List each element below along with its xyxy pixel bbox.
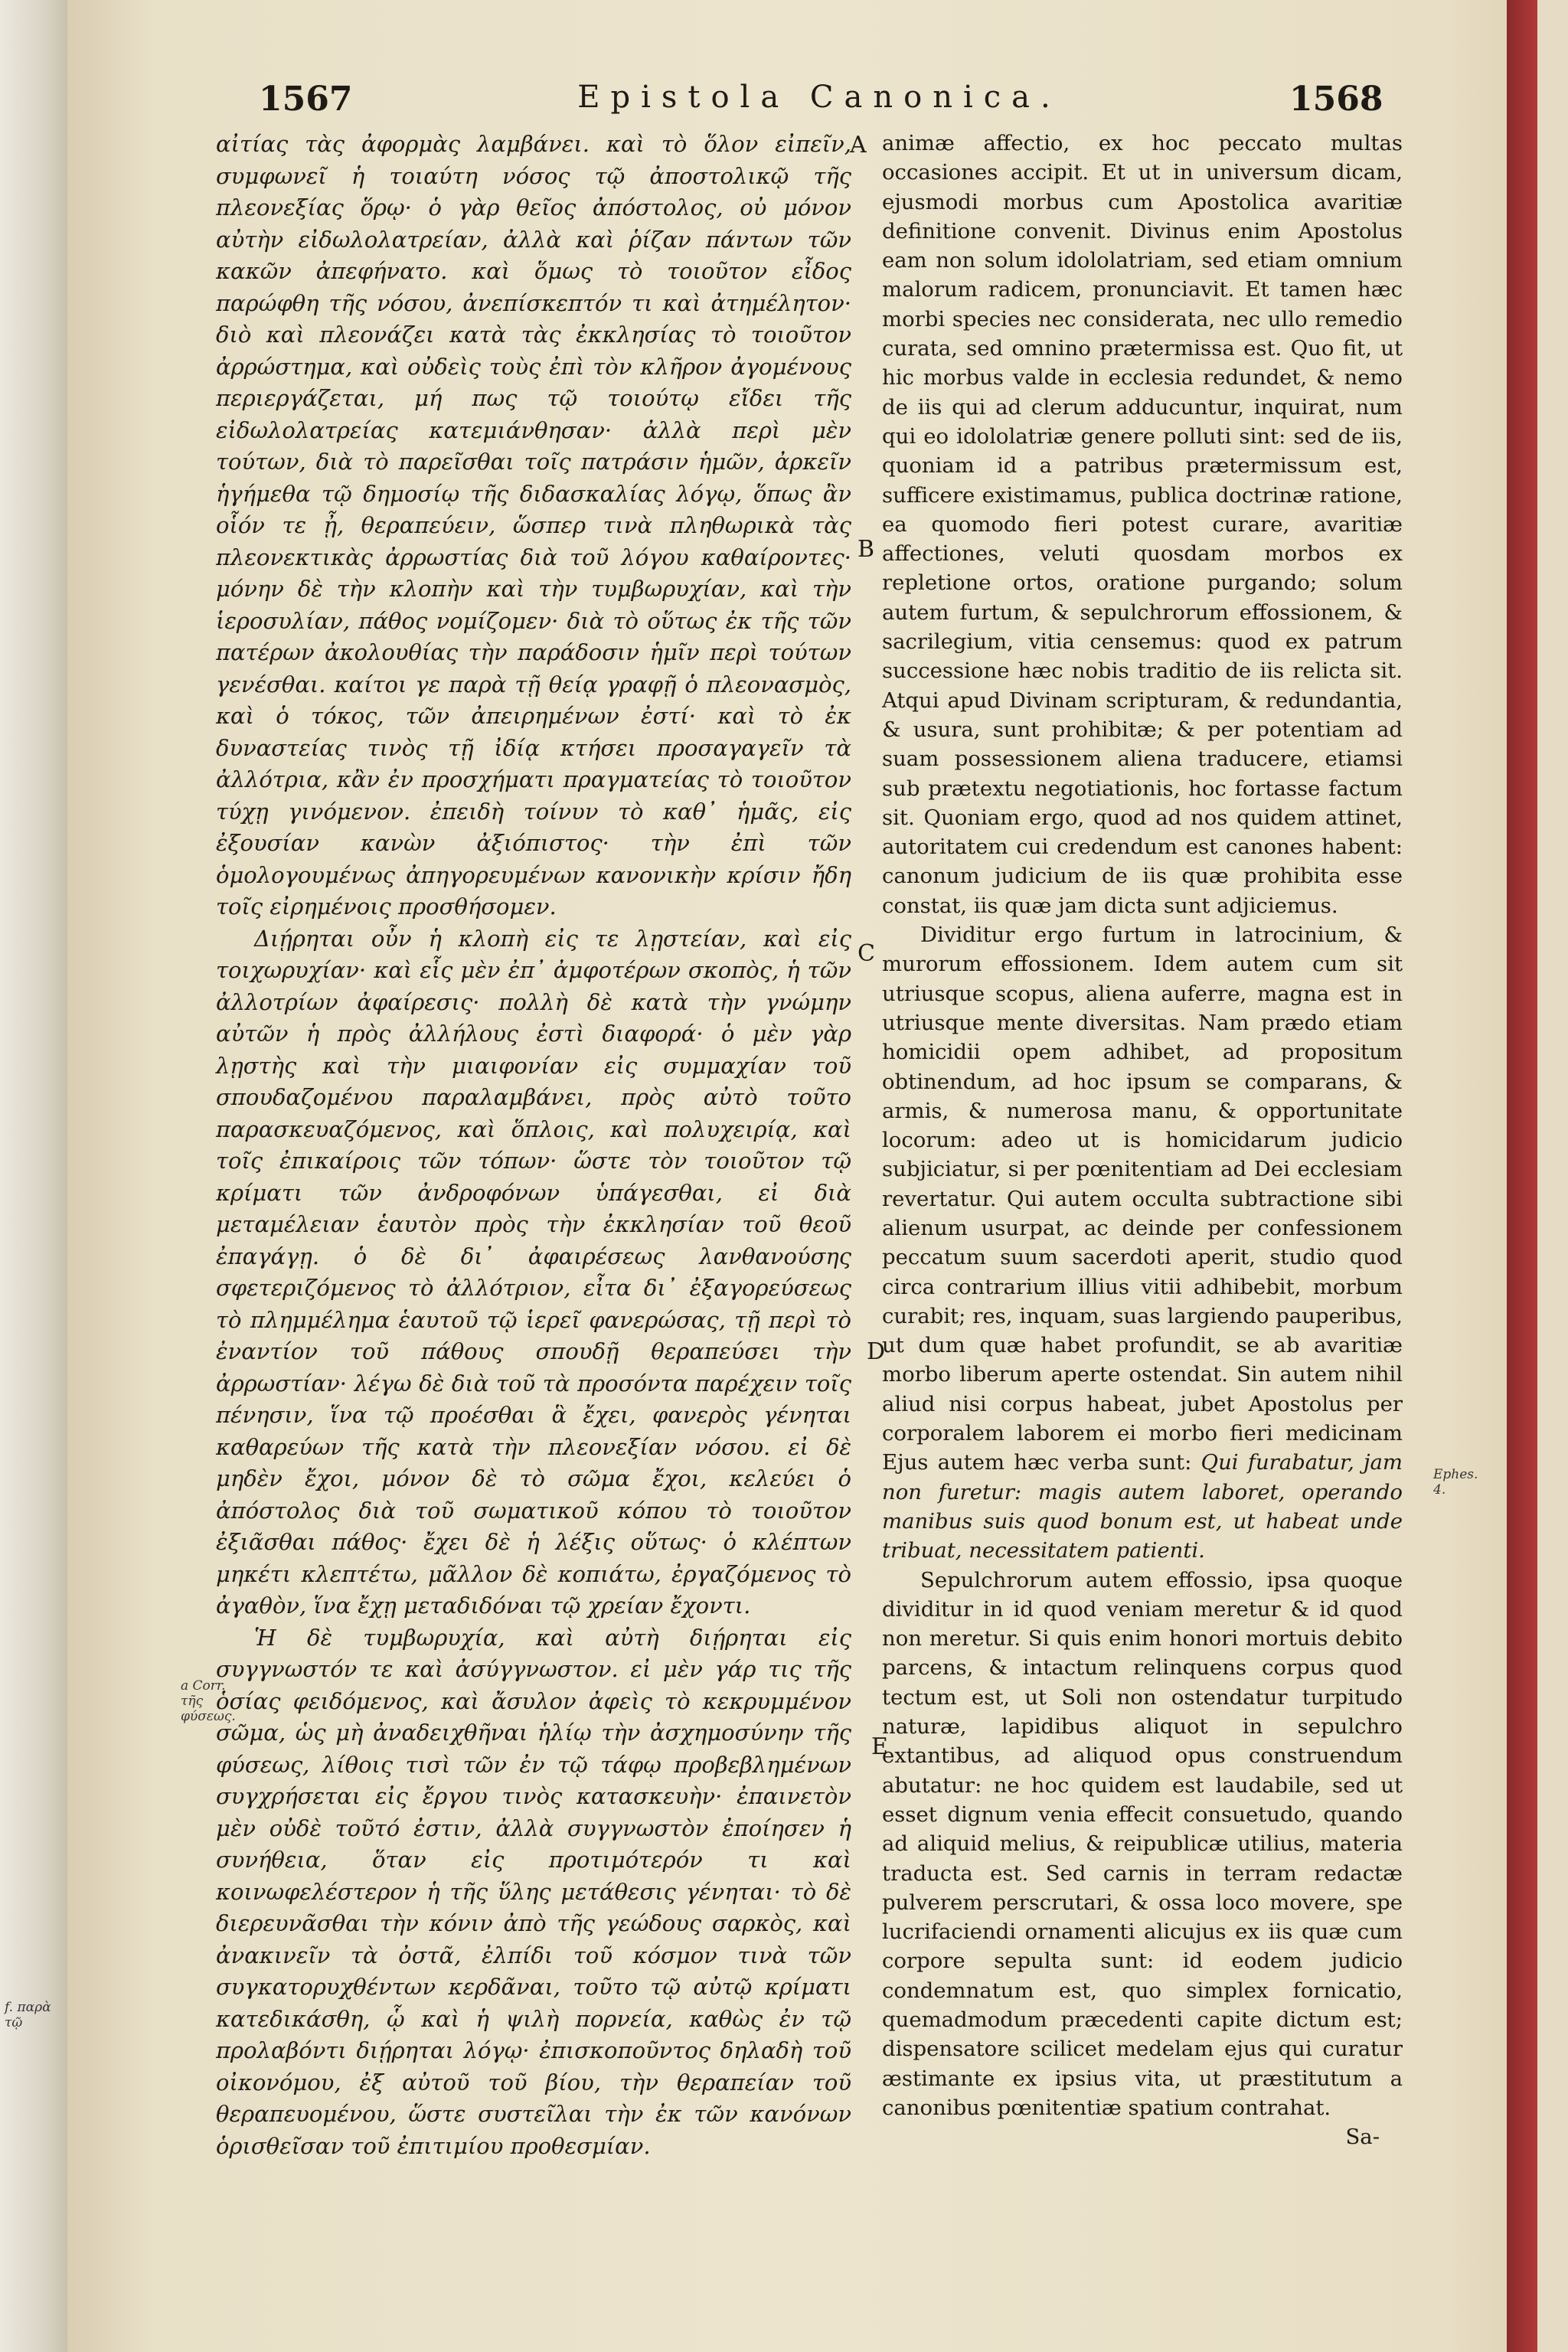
margin-note-left: f. παρὰ τῷ — [5, 2000, 51, 2030]
section-mark-e: E — [871, 1733, 888, 1760]
section-mark-b: B — [858, 536, 875, 563]
page-edge-binding — [1507, 0, 1537, 2352]
scripture-quote: Qui furabatur, jam non furetur: magis autem laboret, operando manibus suis quod bonum est, ut habeat unde tribuat, necessitatem patienti. — [882, 1450, 1403, 1563]
section-mark-a: A — [850, 132, 867, 158]
running-title: Epistola Canonica. — [577, 80, 1061, 115]
greek-paragraph-3: Ἡ δὲ τυμβωρυχία, καὶ αὐτὴ διῄρηται εἰς συγγνωστόν τε καὶ ἀσύγγνωστον. εἰ μὲν γάρ τις τῆς ὁσίας φειδόμενος, καὶ ἄσυλον ἀφεὶς τὸ κεκρυμμένον σῶμα, ὡς μὴ ἀναδειχθῆναι ἡλίῳ τὴν ἀσχημοσύνην τῆς φύσεως, λίθοις τισὶ τῶν ἐν τῷ τάφῳ προβεβλημένων συγχρήσεται εἰς ἔργου τινὸς κατασκευὴν· ἐπαινετὸν μὲν οὐδὲ τοῦτό ἐστιν, ἀλλὰ συγγνωστὸν ἐποίησεν ἡ συνήθεια, ὅταν εἰς προτιμότερόν τι καὶ κοινωφελέστερον ἡ τῆς ὕλης μετάθεσις γένηται· τὸ δὲ διερευνᾶσθαι τὴν κόνιν ἀπὸ τῆς γεώδους σαρκὸς, καὶ ἀνακινεῖν τὰ ὀστᾶ, ἐλπίδι τοῦ κόσμον τινὰ τῶν συγκατορυχθέντων κερδᾶναι, τοῦτο τῷ αὐτῷ κρίματι κατεδικάσθη, ᾧ καὶ ἡ ψιλὴ πορνεία, καθὼς ἐν τῷ προλαβόντι διῄρηται λόγῳ· ἐπισκοποῦντος δηλαδὴ τοῦ οἰκονόμου, ἐξ αὐτοῦ τοῦ βίου, τὴν θεραπείαν τοῦ θεραπευομένου, ὥστε συστεῖλαι τὴν ἐκ τῶν κανόνων ὁρισθεῖσαν τοῦ ἐπιτιμίου προθεσμίαν. — [216, 1624, 851, 2159]
section-mark-c: C — [858, 940, 875, 967]
page-number-right: 1568 — [1289, 80, 1383, 119]
greek-paragraph-1: αἰτίας τὰς ἀφορμὰς λαμβάνει. καὶ τὸ ὅλον εἰπεῖν, συμφωνεῖ ἡ τοιαύτη νόσος τῷ ἀποστολικῷ τῆς πλεονεξίας ὅρῳ· ὁ γὰρ θεῖος ἀπόστολος, οὐ μόνον αὐτὴν εἰδωλολατρείαν, ἀλλὰ καὶ ῥίζαν πάντων τῶν κακῶν ἀπεφήνατο. καὶ ὅμως τὸ τοιοῦτον εἶδος παρώφθη τῆς νόσου, ἀνεπίσκεπτόν τι καὶ ἀτημέλητον· διὸ καὶ πλεονάζει κατὰ τὰς ἐκκλησίας τὸ τοιοῦτον ἀρρώστημα, καὶ οὐδεὶς τοὺς ἐπὶ τὸν κλῆρον ἀγομένους περιεργάζεται, μή πως τῷ τοιούτῳ εἴδει τῆς εἰδωλολατρείας κατεμιάνθησαν· ἀλλὰ περὶ μὲν τούτων, διὰ τὸ παρεῖσθαι τοῖς πατράσιν ἡμῶν, ἀρκεῖν ἡγήμεθα τῷ δημοσίῳ τῆς διδασκαλίας λόγῳ, ὅπως ἂν οἷόν τε ᾖ, θεραπεύειν, ὥσπερ τινὰ πληθωρικὰ τὰς πλεονεκτικὰς ἀρρωστίας διὰ τοῦ λόγου καθαίροντες· μόνην δὲ τὴν κλοπὴν καὶ τὴν τυμβωρυχίαν, καὶ τὴν ἱεροσυλίαν, πάθος νομίζομεν· διὰ τὸ οὕτως ἐκ τῆς τῶν πατέρων ἀκολουθίας τὴν παράδοσιν ἡμῖν περὶ τούτων γενέσθαι. καίτοι γε παρὰ τῇ θείᾳ γραφῇ ὁ πλεονασμὸς, καὶ ὁ τόκος, τῶν ἀπειρημένων ἐστί· καὶ τὸ ἐκ δυναστείας τινὸς τῇ ἰδίᾳ κτήσει προσαγαγεῖν τὰ ἀλλότρια, κἂν ἐν προσχήματι πραγματείας τὸ τοιοῦτον τύχῃ γινόμενον. ἐπειδὴ τοίνυν τὸ καθ᾽ ἡμᾶς, εἰς ἐξουσίαν κανὼν ἀξιόπιστος· τὴν ἐπὶ τῶν ὁμολογουμένως ἀπηγορευμένων κανονικὴν κρίσιν ἤδη τοῖς εἰρημένοις προσθήσομεν. — [216, 131, 851, 920]
latin-paragraph-3: Sepulchrorum autem effossio, ipsa quoque dividitur in id quod veniam meretur & id quod non meretur. Si quis enim honori mortuis debito parcens, & intactum relinquens corpus quod tectum est, ut Soli non ostendatur turpitudo naturæ, lapidibus aliquot in sepulchro extantibus, ad aliquod opus construendum abutatur: ne hoc quidem est laudabile, sed ut esset dignum venia effecit consuetudo, quando ad aliquid melius, & reipublicæ utilius, materia traducta est. Sed carnis in terram redactæ pulverem perscrutari, & ossa loco movere, spe lucrifaciendi ornamenti alicujus ex iis quæ cum corpore sepulta sunt: id eodem judicio condemnatum est, quo simplex fornicatio, quemadmodum præcedenti capite dictum est; dispensatore scilicet medelam ejus qui curatur æstimante ex ipsius vita, ut præstitutum a canonibus pœnitentiæ spatium contrahat. — [882, 1567, 1403, 2120]
page-number-left: 1567 — [259, 80, 353, 119]
margin-note-ephesians: Ephes. 4. — [1433, 1467, 1478, 1498]
latin-paragraph-2 — [882, 920, 1403, 1566]
margin-note-correction: a Corr. τῆς φύσεως. — [181, 1678, 236, 1724]
greek-paragraph-2: Διῄρηται οὖν ἡ κλοπὴ εἰς τε λῃστείαν, καὶ εἰς τοιχωρυχίαν· καὶ εἷς μὲν ἐπ᾽ ἀμφοτέρων σκοπὸς, ἡ τῶν ἀλλοτρίων ἀφαίρεσις· πολλὴ δὲ κατὰ τὴν γνώμην αὐτῶν ἡ πρὸς ἀλλήλους ἐστὶ διαφορά· ὁ μὲν γὰρ λῃστὴς καὶ τὴν μιαιφονίαν εἰς συμμαχίαν τοῦ σπουδαζομένου παραλαμβάνει, πρὸς αὐτὸ τοῦτο παρασκευαζόμενος, καὶ ὅπλοις, καὶ πολυχειρίᾳ, καὶ τοῖς ἐπικαίροις τῶν τόπων· ὥστε τὸν τοιοῦτον τῷ κρίματι τῶν ἀνδροφόνων ὑπάγεσθαι, εἰ διὰ μεταμέλειαν ἑαυτὸν πρὸς τὴν ἐκκλησίαν τοῦ θεοῦ ἐπαγάγῃ. ὁ δὲ δι᾽ ἀφαιρέσεως λανθανούσης σφετεριζόμενος τὸ ἀλλότριον, εἶτα δι᾽ ἐξαγορεύσεως τὸ πλημμέλημα ἑαυτοῦ τῷ ἱερεῖ φανερώσας, τῇ περὶ τὸ ἐναντίον τοῦ πάθους σπουδῇ θεραπεύσει τὴν ἀρρωστίαν· λέγω δὲ διὰ τοῦ τὰ προσόντα παρέχειν τοῖς πένησιν, ἵνα τῷ προέσθαι ἃ ἔχει, φανερὸς γένηται καθαρεύων τῆς κατὰ τὴν πλεονεξίαν νόσου. εἰ δὲ μηδὲν ἔχοι, μόνον δὲ τὸ σῶμα ἔχοι, κελεύει ὁ ἀπόστολος διὰ τοῦ σωματικοῦ κόπου τὸ τοιοῦτον ἐξιᾶσθαι πάθος· ἔχει δὲ ἡ λέξις οὕτως· ὁ κλέπτων μηκέτι κλεπτέτω, μᾶλλον δὲ κοπιάτω, ἐργαζόμενος τὸ ἀγαθὸν, ἵνα ἔχῃ μεταδιδόναι τῷ χρείαν ἔχοντι. — [216, 925, 851, 1619]
latin-column — [882, 129, 1403, 2151]
latin-paragraph-2-text: Dividitur ergo furtum in latrocinium, & murorum effossionem. Idem autem cum sit utriusque scopus, aliena auferre, magna est in utriusque mente diversitas. Nam prædo etiam homicidii opem adhibet, ad propositum obtinendum, ad hoc ipsum se comparans, & armis, & numerosa manu, & opportunitate locorum: adeo ut is homicidarum judicio subjiciatur, si per pœnitentiam ad Dei ecclesiam revertatur. Qui autem occulta subtractione sibi alienum usurpat, ac deinde per confessionem peccatum suum sacerdoti aperit, studio quod circa contrarium illius vitii adhibebit, morbum curabit; res, inquam, suas largiendo pauperibus, ut dum quæ habet profundit, se ab avaritiæ morbo liberum aperte ostendat. Sin autem nihil aliud nisi corpus habeat, jubet Apostolus per corporalem laborem ei morbo fieri medicinam Ejus autem hæc verba sunt: — [882, 923, 1403, 1475]
latin-paragraph-1: animæ affectio, ex hoc peccato multas occasiones accipit. Et ut in universum dicam, ejusmodi morbus cum Apostolica avaritiæ definitione convenit. Divinus enim Apostolus eam non solum idololatriam, sed etiam omnium malorum radicem, pronunciavit. Et tamen hæc morbi species nec considerata, nec ullo remedio curata, sed omnino prætermissa est. Quo fit, ut hic morbus valde in ecclesia redundet, & nemo de iis qui ad clerum adducuntur, inquirat, num qui eo idololatriæ genere polluti sint: sed de iis, quoniam id a patribus prætermissum est, sufficere existimamus, publica doctrinæ ratione, ea quomodo fieri potest curare, avaritiæ affectiones, veluti quosdam morbos ex repletione ortos, oratione purgando; solum autem furtum, & sepulchrorum effossionem, & sacrilegium, vitia censemus: quod ex patrum successione hæc nobis traditio de iis relicta sit. Atqui apud Divinam scripturam, & redundantia, & usura, sunt prohibitæ; & per potentiam ad suam possessionem aliena traducere, etiamsi sub prætextu negotiationis, hoc fortasse factum sit. Quoniam ergo, quod ad nos quidem attinet, autoritatem cui credendum est canones habent: canonum judicium de iis quæ prohibita esse constat, iis quæ jam dicta sunt adjiciemus. — [882, 131, 1403, 918]
greek-column — [216, 129, 851, 2162]
catchword: Sa- — [1345, 2125, 1380, 2150]
section-mark-d: D — [867, 1338, 886, 1365]
